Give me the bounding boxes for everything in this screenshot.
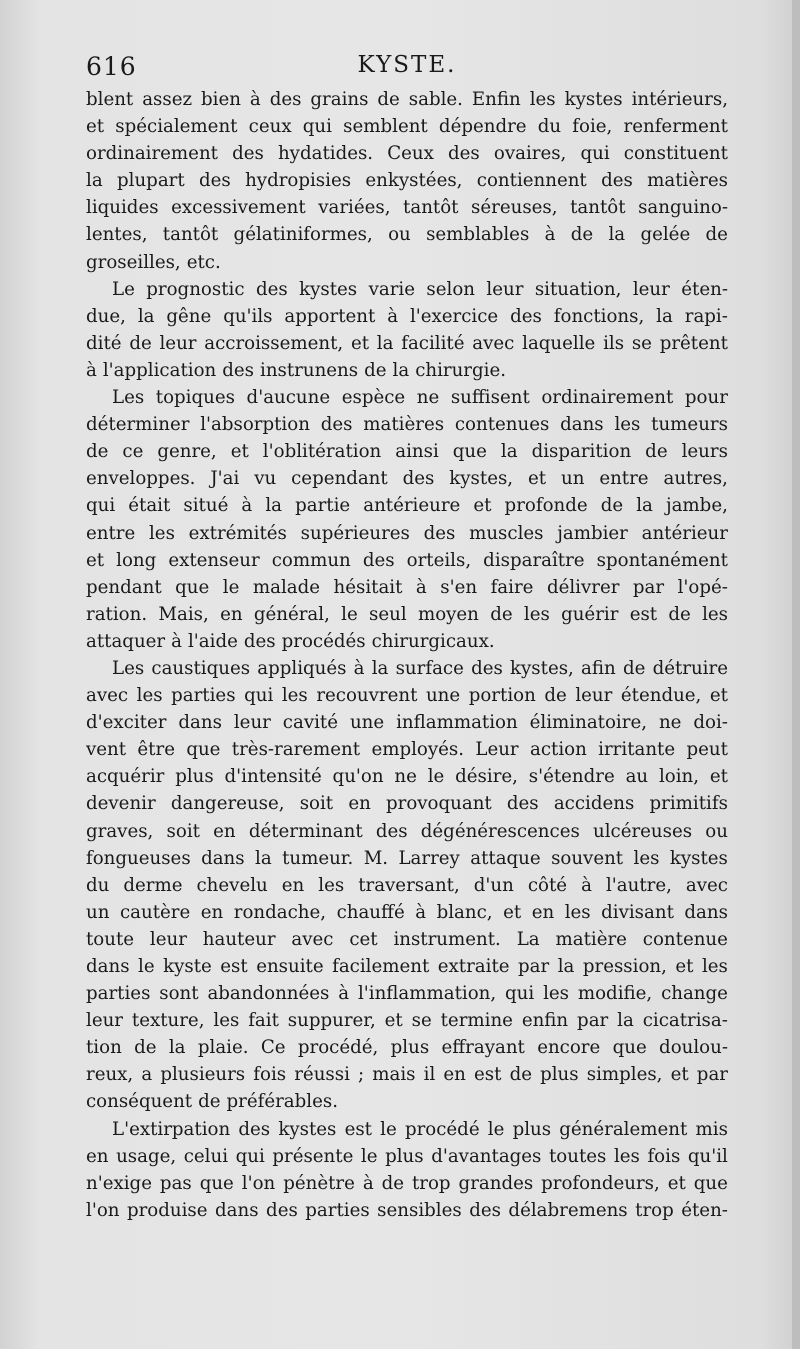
text-line: de ce genre, et l'oblitération ainsi que la disparition de leurs — [86, 441, 728, 463]
body-text — [86, 86, 728, 1224]
text-line: déterminer l'absorption des matières contenues dans les tumeurs — [86, 414, 728, 436]
text-line: la plupart des hydropisies enkystées, contiennent des matières — [86, 170, 728, 192]
text-line: et spécialement ceux qui semblent dépendre du foie, renferment — [86, 116, 728, 138]
text-line: d'exciter dans leur cavité une inflammation éliminatoire, ne doi- — [86, 712, 728, 734]
text-line: reux, a plusieurs fois réussi ; mais il en est de plus simples, et par — [86, 1064, 728, 1086]
running-head: KYSTE. — [357, 52, 457, 78]
text-line: du derme chevelu en les traversant, d'un côté à l'autre, avec — [86, 874, 728, 896]
text-line: avec les parties qui les recouvrent une portion de leur étendue, et — [86, 685, 728, 707]
text-line: toute leur hauteur avec cet instrument. La matière contenue — [86, 928, 728, 950]
paragraph — [86, 1116, 728, 1224]
paragraph — [86, 276, 728, 384]
text-line: entre les extrémités supérieures des muscles jambier antérieur — [86, 522, 728, 544]
text-line: à l'application des instrunens de la chirurgie. — [86, 359, 507, 381]
text-line: due, la gêne qu'ils apportent à l'exercice des fonctions, la rapi- — [86, 305, 728, 327]
text-line: l'on produise dans des parties sensibles des délabremens trop éten- — [86, 1199, 728, 1221]
page-gutter-shadow — [792, 0, 800, 1349]
paragraph — [86, 655, 728, 1116]
text-line: Les topiques d'aucune espèce ne suffisent ordinairement pour — [112, 387, 728, 409]
text-line: devenir dangereuse, soit en provoquant des accidens primitifs — [86, 793, 728, 815]
paragraph — [86, 384, 728, 655]
text-line: pendant que le malade hésitait à s'en faire délivrer par l'opé- — [86, 576, 728, 598]
text-line: blent assez bien à des grains de sable. Enfin les kystes intérieurs, — [86, 89, 728, 110]
text-line: Le prognostic des kystes varie selon leur situation, leur éten- — [112, 278, 728, 300]
text-line: parties sont abandonnées à l'inflammation, qui les modifie, change — [86, 983, 728, 1005]
text-line: fongueuses dans la tumeur. M. Larrey attaque souvent les kystes — [86, 847, 728, 869]
text-line: ration. Mais, en général, le seul moyen de les guérir est de les — [86, 603, 728, 625]
text-line: acquérir plus d'intensité qu'on ne le désire, s'étendre au loin, et — [86, 766, 728, 788]
text-line: qui était situé à la partie antérieure et profonde de la jambe, — [86, 495, 728, 517]
text-line: groseilles, etc. — [86, 251, 221, 273]
page-header — [86, 52, 728, 86]
text-line: n'exige pas que l'on pénètre à de trop grandes profondeurs, et que — [86, 1172, 728, 1194]
text-line: tion de la plaie. Ce procédé, plus effrayant encore que doulou- — [86, 1037, 728, 1059]
text-line: dité de leur accroissement, et la facilité avec laquelle ils se prêtent — [86, 332, 728, 354]
text-line: lentes, tantôt gélatiniformes, ou semblables à de la gelée de — [86, 224, 728, 246]
text-line: et long extenseur commun des orteils, disparaître spontanément — [86, 549, 728, 571]
page-number: 616 — [86, 52, 137, 81]
text-line: en usage, celui qui présente le plus d'avantages toutes les fois qu'il — [86, 1145, 728, 1167]
text-line: dans le kyste est ensuite facilement extraite par la pression, et les — [86, 956, 728, 977]
text-line: L'extirpation des kystes est le procédé le plus généralement mis — [112, 1118, 728, 1140]
paragraph — [86, 86, 728, 276]
text-line: vent être que très-rarement employés. Leur action irritante peut — [86, 739, 728, 761]
text-line: liquides excessivement variées, tantôt séreuses, tantôt sanguino- — [86, 197, 728, 219]
text-line: un cautère en rondache, chauffé à blanc, et en les divisant dans — [86, 901, 728, 923]
text-line: graves, soit en déterminant des dégénérescences ulcéreuses ou — [86, 820, 728, 842]
text-line: enveloppes. J'ai vu cependant des kystes, et un entre autres, — [86, 468, 728, 490]
text-line: ordinairement des hydatides. Ceux des ovaires, qui constituent — [86, 143, 728, 165]
text-line: leur texture, les fait suppurer, et se termine enfin par la cicatrisa- — [86, 1010, 728, 1032]
text-line: conséquent de préférables. — [86, 1091, 338, 1113]
text-line: Les caustiques appliqués à la surface des kystes, afin de détruire — [112, 657, 728, 679]
text-line: attaquer à l'aide des procédés chirurgicaux. — [86, 630, 495, 652]
